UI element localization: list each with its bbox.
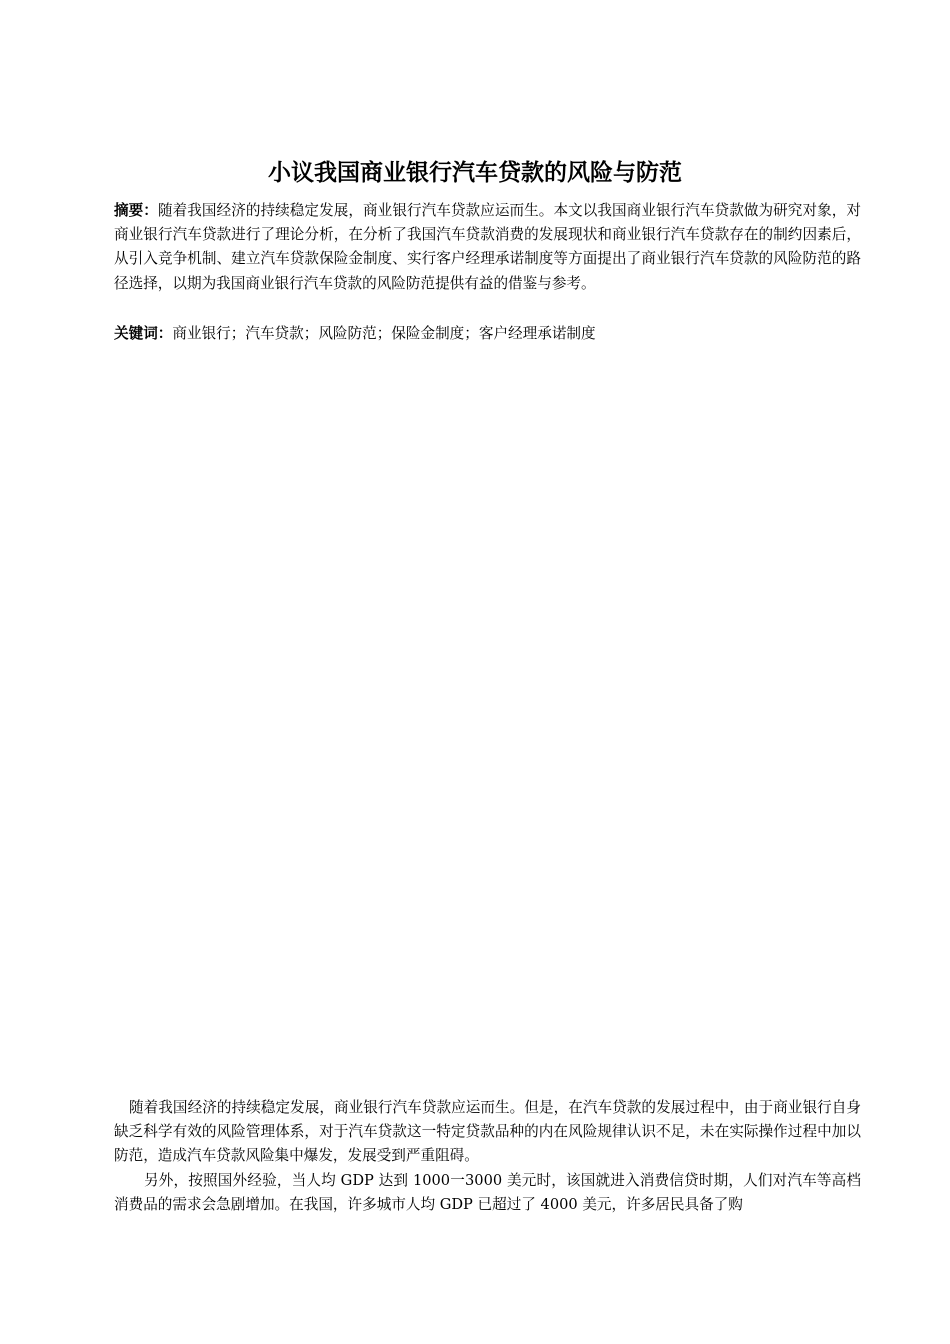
keywords-label: 关键词： [114, 325, 173, 342]
body-text [114, 1096, 861, 1217]
abstract-label: 摘要： [114, 202, 158, 219]
abstract-text: 随着我国经济的持续稳定发展，商业银行汽车贷款应运而生。本文以我国商业银行汽车贷款做为研究对象，对商业银行汽车贷款进行了理论分析，在分析了我国汽车贷款消费的发展现状和商业银行汽车贷款存在的制约因素后，从引入竞争机制、建立汽车贷款保险金制度、实行客户经理承诺制度等方面提出了商业银行汽车贷款的风险防范的路径选择，以期为我国商业银行汽车贷款的风险防范提供有益的借鉴与参考。 [114, 202, 861, 292]
body-paragraph-2: 另外，按照国外经验，当人均 GDP 达到 1000一3000 美元时，该国就进入消费信贷时期，人们对汽车等高档消费品的需求会急剧增加。在我国，许多城市人均 GDP 已超过了 4000 美元，许多居民具备了购 [114, 1171, 861, 1213]
body-paragraph-1: 随着我国经济的持续稳定发展，商业银行汽车贷款应运而生。但是，在汽车贷款的发展过程中，由于商业银行自身缺乏科学有效的风险管理体系，对于汽车贷款这一特定贷款品种的内在风险规律认识不足，未在实际操作过程中加以防范，造成汽车贷款风险集中爆发，发展受到严重阻碍。 [114, 1099, 861, 1165]
paper-title: 小议我国商业银行汽车贷款的风险与防范 [268, 160, 682, 186]
keywords-text: 商业银行；汽车贷款；风险防范；保险金制度；客户经理承诺制度 [172, 325, 596, 342]
abstract [114, 199, 861, 296]
keywords [114, 322, 861, 346]
